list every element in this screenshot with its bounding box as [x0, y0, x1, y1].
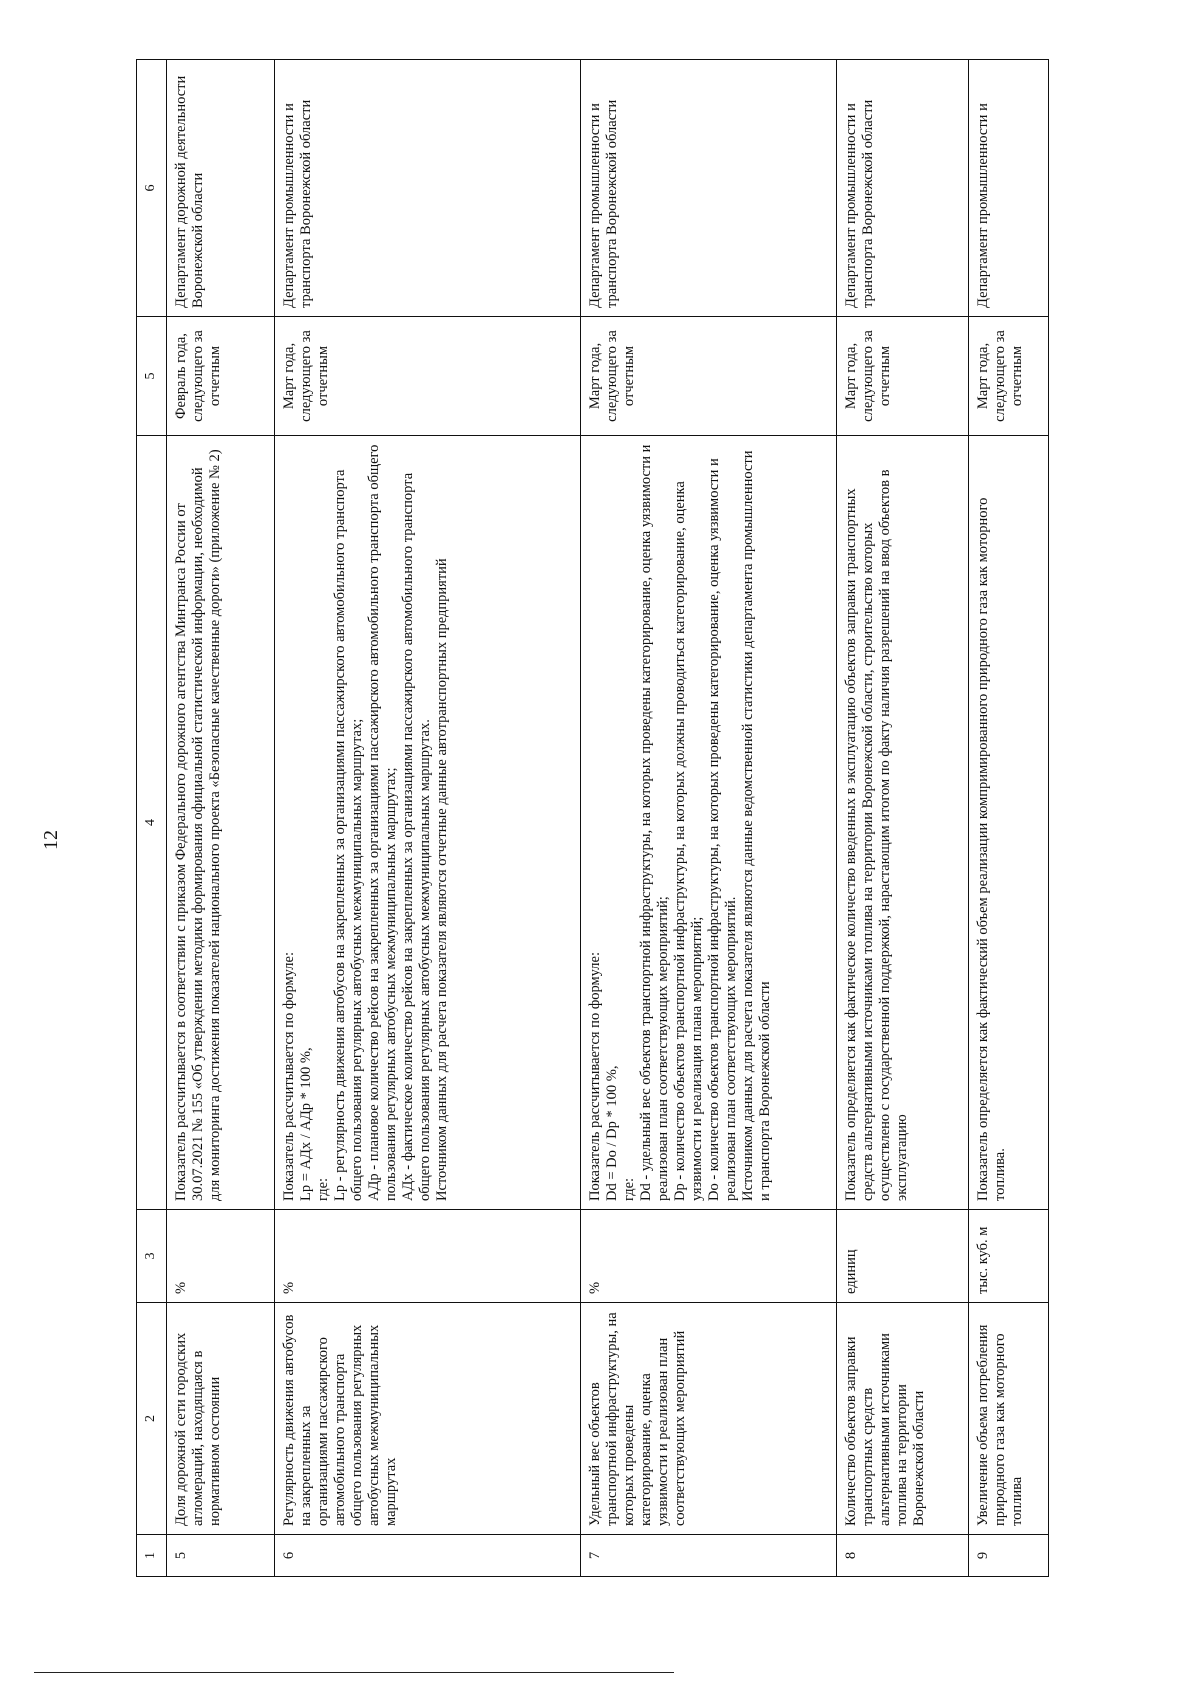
period-cell: Март года, следующего за отчетным — [837, 317, 969, 436]
header-cell: 6 — [137, 60, 167, 317]
unit-cell: % — [275, 1210, 581, 1303]
header-cell: 1 — [137, 1535, 167, 1577]
responsible-cell: Департамент промышленности и транспорта Воронежской области — [837, 60, 969, 317]
indicators-table — [136, 59, 1049, 1577]
method-cell — [167, 436, 275, 1210]
indicator-name: Количество объектов заправки транспортных средств альтернативными источниками топлива на территории Воронежской области — [837, 1303, 969, 1535]
row-number: 5 — [167, 1535, 275, 1577]
responsible-cell: Департамент промышленности и транспорта Воронежской области — [275, 60, 581, 317]
scan-edge-line — [34, 1672, 674, 1673]
method-line: Показатель рассчитывается по формуле: — [587, 952, 603, 1201]
method-line: Показатель определяется как фактическое количество введенных в эксплуатацию объектов заправки транспортных средств альтернативными источниками топлива на территории Воронежской области, строительство которых осуществлено с государственной поддержкой, нарастающим итогом по факту наличия разрешений на ввод объектов в эксплуатацию — [843, 469, 910, 1201]
formula-line: Lp = АДх / АДр * 100 %, — [297, 1047, 314, 1201]
formula-line: Dd = Do / Dp * 100 %, — [603, 1065, 620, 1201]
indicator-name: Доля дорожной сети городских агломераций, находящаяся в нормативном состоянии — [167, 1303, 275, 1535]
method-line: Lp - регулярность движения автобусов на закрепленных за организациями пассажирского автомобильного транспорта общего пользования регулярных автобусных межмуниципальных маршрутах; — [331, 469, 365, 1201]
unit-cell: % — [167, 1210, 275, 1303]
period-cell: Февраль года, следующего за отчетным — [167, 317, 275, 436]
indicator-name: Увеличение объема потребления природного газа как моторного топлива — [969, 1303, 1049, 1535]
rotated-table-wrapper — [136, 60, 1048, 1577]
method-line: где: — [314, 1177, 331, 1201]
method-cell — [837, 436, 969, 1210]
method-line: АДр - плановое количество рейсов на закрепленных за организациями пассажирского автомобильного транспорта общего пользования регулярных автобусных межмуниципальных маршрутах; — [365, 444, 399, 1201]
row-number: 8 — [837, 1535, 969, 1577]
period-cell: Март года, следующего за отчетным — [969, 317, 1049, 436]
header-cell: 3 — [137, 1210, 167, 1303]
method-line: АДх - фактическое количество рейсов на закрепленных за организациями пассажирского автомобильного транспорта общего пользования регулярных автобусных межмуниципальных маршрутах. — [399, 472, 433, 1201]
row-number: 7 — [581, 1535, 837, 1577]
indicator-name: Регулярность движения автобусов на закрепленных за организациями пассажирского автомобильного транспорта общего пользования регулярных автобусных межмуниципальных маршрутах — [275, 1303, 581, 1535]
period-cell: Март года, следующего за отчетным — [275, 317, 581, 436]
method-line: Показатель определяется как фактический объем реализации компримированного природного газа как моторного топлива. — [975, 497, 1008, 1201]
table-row — [275, 60, 581, 1577]
unit-cell: % — [581, 1210, 837, 1303]
period-cell: Март года, следующего за отчетным — [581, 317, 837, 436]
responsible-cell: Департамент промышленности и — [969, 60, 1049, 317]
page-number: 12 — [40, 830, 62, 850]
row-number: 9 — [969, 1535, 1049, 1577]
responsible-cell: Департамент промышленности и транспорта Воронежской области — [581, 60, 837, 317]
table-row — [167, 60, 275, 1577]
method-line: Do - количество объектов транспортной инфраструктуры, на которых проведены категорирование, оценка уязвимости и реализован план соответствующих мероприятий. — [705, 458, 739, 1201]
method-line: Показатель рассчитывается по формуле: — [281, 952, 297, 1201]
method-cell — [275, 436, 581, 1210]
table-row — [837, 60, 969, 1577]
method-line: Источником данных для расчета показателя являются отчетные данные автотранспортных предприятий — [433, 558, 450, 1201]
method-cell — [581, 436, 837, 1210]
header-cell: 4 — [137, 436, 167, 1210]
indicator-name: Удельный вес объектов транспортной инфраструктуры, на которых проведены категорирование, оценка уязвимости и реализован план соответствующих мероприятий — [581, 1303, 837, 1535]
table-row — [969, 60, 1049, 1577]
header-cell: 5 — [137, 317, 167, 436]
method-line: Источником данных для расчета показателя являются данные ведомственной статистики департамента промышленности и транспорта Воронежской области — [739, 450, 773, 1201]
table-row — [581, 60, 837, 1577]
unit-cell: тыс. куб. м — [969, 1210, 1049, 1303]
method-line: Dp - количество объектов транспортной инфраструктуры, на которых должны проводиться категорирование, оценка уязвимости и реализация плана мероприятий; — [671, 481, 705, 1201]
header-row — [137, 60, 167, 1577]
unit-cell: единиц — [837, 1210, 969, 1303]
header-cell: 2 — [137, 1303, 167, 1535]
responsible-cell: Департамент дорожной деятельности Воронежской области — [167, 60, 275, 317]
method-line: где: — [620, 1177, 637, 1201]
method-line: Показатель рассчитывается в соответствии с приказом Федерального дорожного агентства Минтранса России от 30.07.2021 № 155 «Об утверждении методики формирования официальной статистической информации, необходимой для мониторинга достижения показателей национального проекта «Безопасные качественные дороги» (приложение № 2) — [173, 449, 223, 1201]
method-line: Dd - удельный вес объектов транспортной инфраструктуры, на которых проведены категорирование, оценка уязвимости и реализован план соответствующих мероприятий; — [637, 444, 671, 1201]
row-number: 6 — [275, 1535, 581, 1577]
method-cell — [969, 436, 1049, 1210]
